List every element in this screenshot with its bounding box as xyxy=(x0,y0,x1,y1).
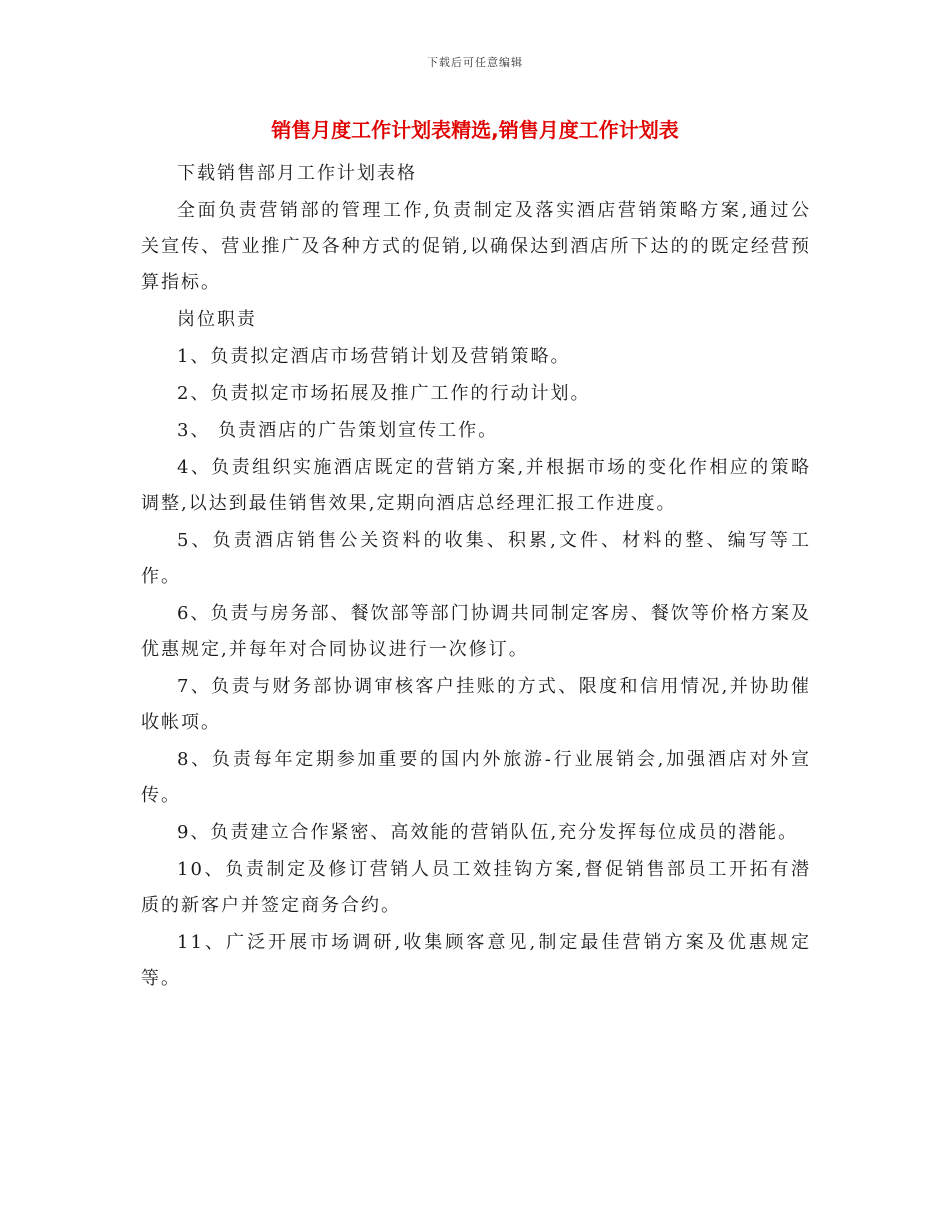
section-heading-duties: 岗位职责 xyxy=(177,309,257,330)
header-note: 下载后可任意编辑 xyxy=(427,56,523,69)
document-title: 销售月度工作计划表精选,销售月度工作计划表 xyxy=(271,118,679,142)
duty-item-8: 8、负责每年定期参加重要的国内外旅游-行业展销会,加强酒店对外宣传。 xyxy=(141,749,811,806)
intro-heading: 下载销售部月工作计划表格 xyxy=(177,163,417,184)
duty-item-5: 5、负责酒店销售公关资料的收集、积累,文件、材料的整、编写等工作。 xyxy=(141,530,811,587)
duty-item-9: 9、负责建立合作紧密、高效能的营销队伍,充分发挥每位成员的潜能。 xyxy=(177,822,799,843)
duty-item-10: 10、负责制定及修订营销人员工效挂钩方案,督促销售部员工开拓有潜质的新客户并签定商务合约。 xyxy=(141,859,811,916)
duty-item-3: 3、 负责酒店的广告策划宣传工作。 xyxy=(177,420,499,441)
duty-item-7: 7、负责与财务部协调审核客户挂账的方式、限度和信用情况,并协助催收帐项。 xyxy=(141,676,811,733)
duty-item-1: 1、负责拟定酒店市场营销计划及营销策略。 xyxy=(177,346,571,367)
duty-item-4: 4、负责组织实施酒店既定的营销方案,并根据市场的变化作相应的策略调整,以达到最佳销售效果,定期向酒店总经理汇报工作进度。 xyxy=(141,457,811,514)
overview-paragraph: 全面负责营销部的管理工作,负责制定及落实酒店营销策略方案,通过公关宣传、营业推广及各种方式的促销,以确保达到酒店所下达的的既定经营预算指标。 xyxy=(141,200,811,293)
document-body xyxy=(141,156,811,998)
duty-item-11: 11、广泛开展市场调研,收集顾客意见,制定最佳营销方案及优惠规定等。 xyxy=(141,932,811,989)
duty-item-6: 6、负责与房务部、餐饮部等部门协调共同制定客房、餐饮等价格方案及优惠规定,并每年对合同协议进行一次修订。 xyxy=(141,603,811,660)
duty-item-2: 2、负责拟定市场拓展及推广工作的行动计划。 xyxy=(177,383,591,404)
